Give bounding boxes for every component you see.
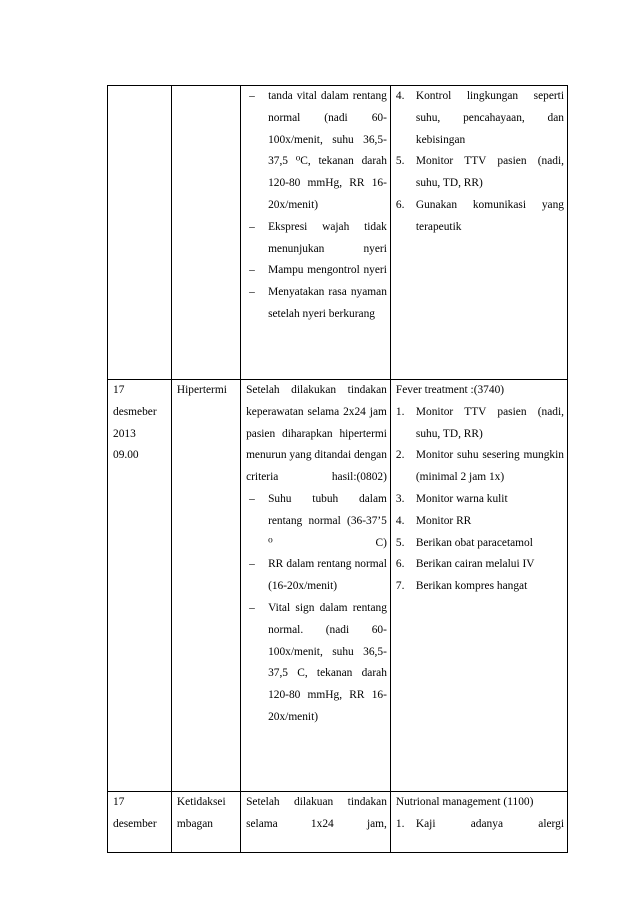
intervention-cell [390, 86, 567, 380]
intervention-list [396, 86, 564, 239]
date-year: 2013 [113, 427, 136, 440]
item-text: Monitor warna kulit [415, 492, 508, 505]
outcome-intro: Setelah dilakuan tindakan selama 1x24 jam, [246, 796, 387, 830]
item-number: 1. [395, 817, 405, 830]
list-item: – Ekspresi wajah tidak menunjukan nyeri [246, 217, 387, 261]
outcome-list [246, 86, 387, 326]
item-number: 6. [395, 558, 405, 571]
item-number: 6. [395, 198, 405, 211]
table-row [108, 792, 568, 853]
table-row [108, 86, 568, 380]
intervention-title: Fever treatment :(3740) [395, 384, 505, 396]
item-text: Berikan kompres hangat [415, 580, 528, 593]
date-month: desmeber [113, 405, 157, 418]
list-item [396, 445, 564, 489]
list-item [396, 814, 564, 836]
list-item: – tanda vital dalam rentang normal (nadi 60-100x/menit, suhu 36,5-37,5 ⁰C, tekanan darah 120-80 mmHg, RR 16-20x/menit) [246, 86, 387, 217]
list-item: – Suhu tubuh dalam rentang normal (36-37’5 ⁰ C) [246, 489, 387, 554]
date-day: 17 [113, 796, 125, 808]
intervention-list [396, 814, 564, 836]
item-text: Monitor suhu sesering mungkin (minimal 2 jam 1x) [415, 449, 564, 484]
date-cell [108, 380, 172, 792]
diagnosis-cell [171, 86, 240, 380]
list-item: – Vital sign dalam rentang normal. (nadi 60-100x/menit, suhu 36,5-37,5 C, tekanan darah 120-80 mmHg, RR 16-20x/menit) [246, 598, 387, 729]
date-cell [108, 86, 172, 380]
intervention-cell [390, 380, 567, 792]
list-item [396, 402, 564, 446]
list-item [396, 576, 564, 598]
item-text: Berikan cairan melalui IV [415, 558, 535, 571]
list-item [396, 489, 564, 511]
list-item [396, 195, 564, 239]
outcome-intro: Setelah dilakukan tindakan keperawatan selama 2x24 jam pasien diharapkan hipertermi menurun yang ditandai dengan criteria hasil:(0802) [246, 384, 387, 484]
item-number: 2. [395, 449, 405, 462]
item-number: 5. [395, 536, 405, 549]
outcome-cell [241, 792, 391, 853]
list-item [396, 151, 564, 195]
diagnosis-text: mbagan [176, 817, 213, 830]
item-number: 1. [395, 405, 405, 418]
list-item [396, 533, 564, 555]
list-item [396, 554, 564, 576]
item-text: Kaji adanya alergi [415, 817, 564, 830]
list-item: – RR dalam rentang normal (16-20x/menit) [246, 554, 387, 598]
diagnosis-text: Ketidaksei [176, 796, 226, 808]
item-number: 4. [395, 514, 405, 527]
date-day: 17 [113, 384, 125, 396]
diagnosis-cell [171, 380, 240, 792]
table-row [108, 380, 568, 792]
intervention-cell [390, 792, 567, 853]
nursing-care-plan-table [107, 85, 568, 853]
intervention-title: Nutrional management (1100) [395, 796, 534, 808]
outcome-cell [241, 380, 391, 792]
date-month: desember [113, 817, 157, 830]
item-number: 3. [395, 492, 405, 505]
list-item [396, 511, 564, 533]
item-number: 5. [395, 155, 405, 168]
item-text: Kontrol lingkungan seperti suhu, pencahayaan, dan kebisingan [415, 90, 564, 146]
list-item: – Mampu mengontrol nyeri [246, 260, 387, 282]
item-number: 7. [395, 580, 405, 593]
intervention-list [396, 402, 564, 598]
item-text: Monitor RR [415, 514, 472, 527]
item-text: Monitor TTV pasien (nadi, suhu, TD, RR) [415, 405, 564, 440]
item-text: Gunakan komunikasi yang terapeutik [415, 198, 564, 233]
item-text: Monitor TTV pasien (nadi, suhu, TD, RR) [415, 155, 564, 190]
item-number: 4. [395, 90, 405, 102]
date-cell [108, 792, 172, 853]
diagnosis-cell [171, 792, 240, 853]
outcome-list [246, 489, 387, 729]
list-item [396, 86, 564, 151]
date-time: 09.00 [113, 449, 139, 462]
item-text: Berikan obat paracetamol [415, 536, 533, 549]
list-item: – Menyatakan rasa nyaman setelah nyeri berkurang [246, 282, 387, 326]
diagnosis-text: Hipertermi [176, 384, 227, 396]
outcome-cell [241, 86, 391, 380]
